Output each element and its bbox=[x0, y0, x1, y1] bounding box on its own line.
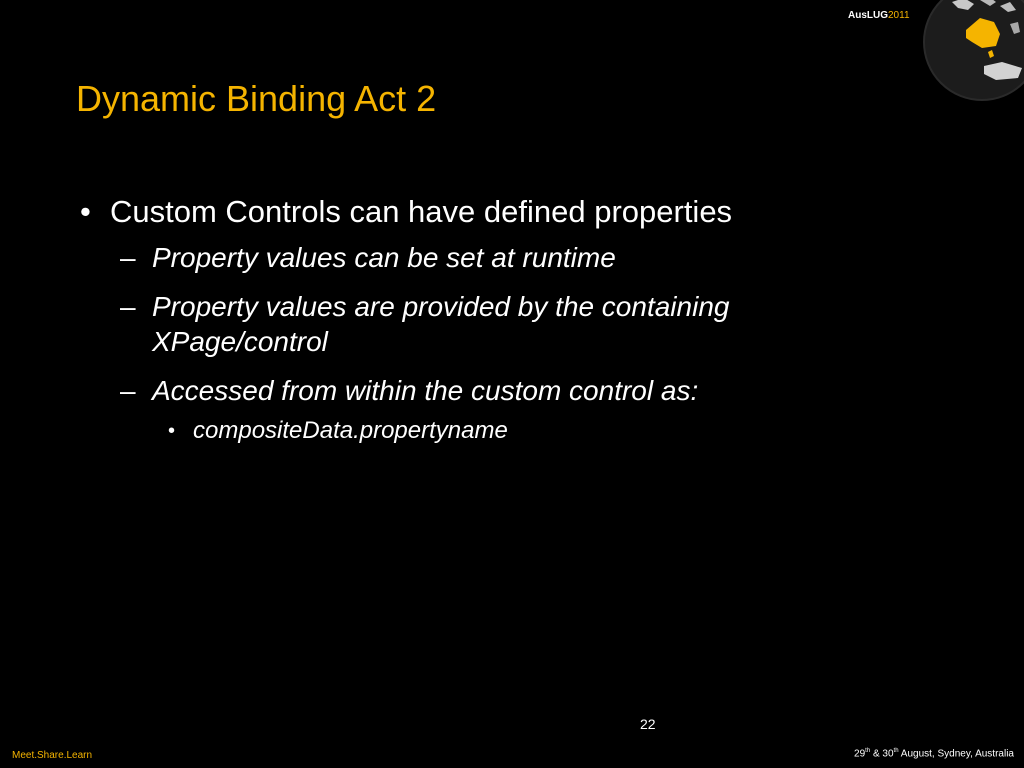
globe-icon bbox=[922, 0, 1024, 102]
brand-logo bbox=[848, 10, 910, 21]
date-suffix-1: th bbox=[865, 748, 871, 754]
sub-bullet-text: Accessed from within the custom control as: bbox=[152, 375, 699, 406]
footer-tagline: Meet.Share.Learn bbox=[12, 750, 93, 761]
sub-bullet-item bbox=[76, 240, 852, 275]
bullet-item bbox=[76, 192, 896, 232]
date-location: August, Sydney, Australia bbox=[898, 748, 1014, 760]
page-number: 22 bbox=[640, 716, 656, 732]
slide-content bbox=[76, 192, 896, 446]
bullet-marker: • bbox=[80, 194, 91, 229]
sub-sub-bullet-text: compositeData.propertyname bbox=[193, 417, 508, 444]
dash-marker: – bbox=[120, 291, 136, 322]
dash-marker: – bbox=[120, 375, 136, 406]
dash-marker: – bbox=[120, 242, 136, 273]
date-day-1: 29 bbox=[854, 748, 866, 760]
sub-bullet-text: Property values can be set at runtime bbox=[152, 242, 616, 273]
bullet-marker: • bbox=[168, 420, 176, 442]
slide-title: Dynamic Binding Act 2 bbox=[76, 78, 437, 119]
brand-name: AusLUG bbox=[848, 10, 888, 21]
brand-year: 2011 bbox=[888, 10, 910, 21]
date-day-2: 30 bbox=[882, 748, 894, 760]
date-ampersand: & bbox=[870, 748, 883, 760]
sub-bullet-item bbox=[76, 373, 852, 408]
footer-event-date bbox=[854, 748, 1014, 759]
sub-sub-bullet-item bbox=[76, 416, 896, 446]
sub-bullet-text: Property values are provided by the containing XPage/control bbox=[152, 291, 730, 357]
date-suffix-2: th bbox=[893, 748, 899, 754]
bullet-text: Custom Controls can have defined properties bbox=[110, 194, 733, 229]
sub-bullet-item bbox=[76, 289, 852, 359]
